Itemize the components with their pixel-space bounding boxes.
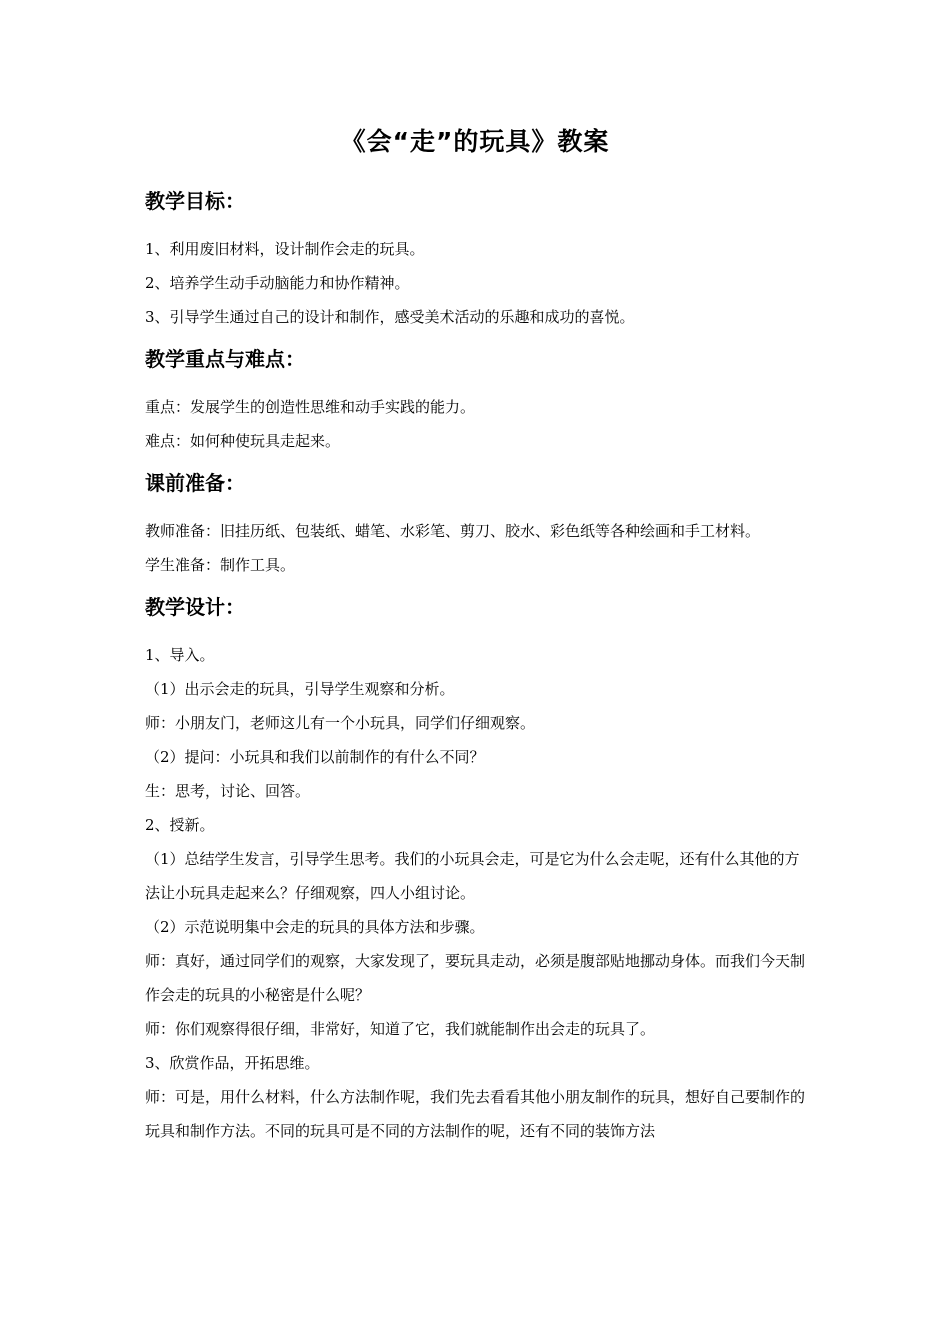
paragraph: 2、授新。 <box>145 816 215 834</box>
paragraph: 3、欣赏作品，开拓思维。 <box>145 1054 320 1072</box>
paragraph: （1）出示会走的玩具，引导学生观察和分析。 <box>145 680 455 698</box>
section-heading: 教学重点与难点： <box>145 347 305 371</box>
paragraph: 学生准备：制作工具。 <box>145 556 296 574</box>
section-heading: 教学目标： <box>145 189 245 213</box>
paragraph: （2）提问：小玩具和我们以前制作的有什么不同？ <box>145 748 485 766</box>
paragraph: 1、利用废旧材料，设计制作会走的玩具。 <box>145 240 425 258</box>
paragraph: 2、培养学生动手动脑能力和协作精神。 <box>145 274 410 292</box>
section-preparation <box>145 468 810 582</box>
paragraph: 师：可是，用什么材料，什么方法制作呢，我们先去看看其他小朋友制作的玩具，想好自己要制作的玩具和制作方法。不同的玩具可是不同的方法制作的呢，还有不同的装饰方法 <box>145 1088 806 1140</box>
section-teaching-design <box>145 592 810 1148</box>
paragraph: （1）总结学生发言，引导学生思考。我们的小玩具会走，可是它为什么会走呢，还有什么其他的方法让小玩具走起来么？仔细观察，四人小组讨论。 <box>145 850 800 902</box>
paragraph: 师：你们观察得很仔细，非常好，知道了它，我们就能制作出会走的玩具了。 <box>145 1020 656 1038</box>
paragraph: （2）示范说明集中会走的玩具的具体方法和步骤。 <box>145 918 485 936</box>
paragraph: 1、导入。 <box>145 646 215 664</box>
document-body <box>145 186 810 1148</box>
paragraph: 师：真好，通过同学们的观察，大家发现了，要玩具走动，必须是腹部贴地挪动身体。而我们今天制作会走的玩具的小秘密是什么呢？ <box>145 952 806 1004</box>
paragraph: 师：小朋友门，老师这儿有一个小玩具，同学们仔细观察。 <box>145 714 536 732</box>
section-teaching-goals <box>145 186 810 334</box>
section-heading: 教学设计： <box>145 595 245 619</box>
paragraph: 生：思考，讨论、回答。 <box>145 782 311 800</box>
paragraph: 教师准备：旧挂历纸、包装纸、蜡笔、水彩笔、剪刀、胶水、彩色纸等各种绘画和手工材料。 <box>145 522 761 540</box>
section-key-points <box>145 344 810 458</box>
section-heading: 课前准备： <box>145 471 245 495</box>
paragraph: 难点：如何种使玩具走起来。 <box>145 432 341 450</box>
document-title: 《会“走”的玩具》教案 <box>340 127 610 156</box>
paragraph: 3、引导学生通过自己的设计和制作，感受美术活动的乐趣和成功的喜悦。 <box>145 308 635 326</box>
paragraph: 重点：发展学生的创造性思维和动手实践的能力。 <box>145 398 476 416</box>
